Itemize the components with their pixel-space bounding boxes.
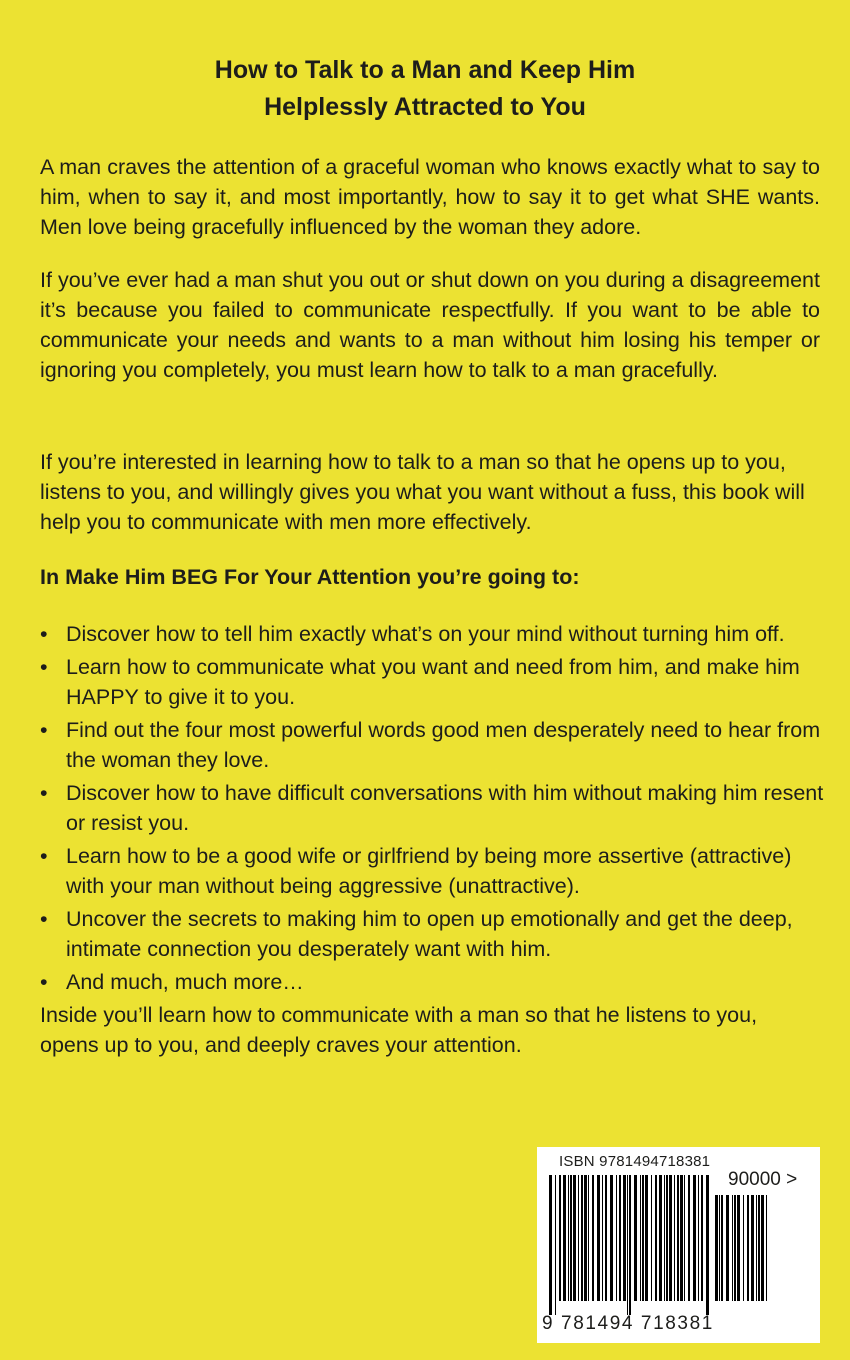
list-item (40, 715, 830, 775)
list-item (40, 778, 830, 838)
title-line-1: How to Talk to a Man and Keep Him (214, 56, 636, 84)
paragraph-intro: A man craves the attention of a graceful woman who knows exactly what to say to him, when to say it, and most importantly, how to say it to get what SHE wants. Men love being gracefully influenced by the woman they adore. (40, 155, 820, 239)
barcode-bar (701, 1175, 703, 1301)
barcode-bar (751, 1195, 754, 1301)
barcode-bar (605, 1175, 607, 1301)
barcode-bar (684, 1175, 685, 1301)
barcode-bar (726, 1195, 729, 1301)
list-item-text: Learn how to be a good wife or girlfriend by being more assertive (attractive) with your man without being aggressive (unattractive). (66, 844, 792, 898)
bullet-icon: • (40, 844, 48, 868)
barcode-bar (570, 1175, 572, 1301)
benefits-list (40, 619, 830, 1000)
paragraph-interest: If you’re interested in learning how to talk to a man so that he opens up to you, listens to you, and willingly gives you what you want without a fuss, this book will help you to communicate with men more effectively. (40, 450, 805, 534)
bullet-icon: • (40, 622, 48, 646)
barcode-bar (549, 1175, 552, 1315)
isbn-label: ISBN 9781494718381 (559, 1153, 711, 1170)
list-item (40, 619, 830, 649)
barcode-bar (568, 1175, 569, 1301)
paragraph-disagreement: If you’ve ever had a man shut you out or shut down on you during a disagreement it’s because you failed to communicate respectfully. If you want to be able to communicate your needs and wants to a man without him losing his temper or ignoring you completely, you must learn how to talk to a man gracefully. (40, 268, 820, 382)
barcode-bar (693, 1175, 696, 1301)
barcode-bar (669, 1175, 672, 1301)
list-item (40, 652, 830, 712)
barcode-bar (698, 1175, 699, 1301)
barcode-bar (651, 1175, 652, 1301)
list-item-text: Learn how to communicate what you want and need from him, and make him HAPPY to give it to you. (66, 655, 800, 709)
barcode-bar (747, 1195, 749, 1301)
barcode-bar (588, 1175, 589, 1301)
list-item-text: And much, much more… (66, 970, 304, 994)
barcode-bar (602, 1175, 603, 1301)
title-line-2: Helplessly Attracted to You (264, 93, 586, 121)
barcode-bar (655, 1175, 657, 1301)
barcode-bar (563, 1175, 566, 1301)
barcode-bar (559, 1175, 561, 1301)
isbn-digits: 9 781494 718381 (542, 1313, 714, 1334)
bullet-icon: • (40, 970, 48, 994)
barcode-bar (634, 1175, 637, 1301)
barcode-bar (706, 1175, 709, 1315)
barcode-bar (719, 1195, 720, 1301)
barcode-bar (573, 1175, 576, 1301)
list-item (40, 904, 830, 964)
price-code: 90000 > (728, 1169, 798, 1190)
bullet-icon: • (40, 907, 48, 931)
paragraph-closing: Inside you’ll learn how to communicate with a man so that he listens to you, opens up to you, and deeply craves your attention. (40, 1003, 758, 1057)
barcode-bar (659, 1175, 662, 1301)
barcode-bar (758, 1195, 760, 1301)
barcode-bar (721, 1195, 723, 1301)
barcode-bar (688, 1175, 690, 1301)
bullet-icon: • (40, 718, 48, 742)
barcode-bar (592, 1175, 594, 1301)
barcode-bar (664, 1175, 665, 1301)
barcode-bar (674, 1175, 675, 1301)
barcode-bar (761, 1195, 764, 1301)
list-heading: In Make Him BEG For Your Attention you’re going to: (40, 565, 580, 589)
list-item (40, 967, 830, 997)
barcode-bar (584, 1175, 587, 1301)
barcode-bar (734, 1195, 736, 1301)
barcode-bar (645, 1175, 648, 1301)
list-item-text: Discover how to tell him exactly what’s on your mind without turning him off. (66, 622, 785, 646)
barcode-bar (616, 1175, 617, 1301)
barcode-bar (743, 1195, 744, 1301)
barcode-bar (756, 1195, 757, 1301)
list-item-text: Discover how to have difficult conversations with him without making him resent or resist you. (66, 781, 824, 835)
barcode-bar (680, 1175, 683, 1301)
barcode-bar (732, 1195, 733, 1301)
barcode-bar (666, 1175, 668, 1301)
barcode-bar (619, 1175, 621, 1301)
barcode-bar (581, 1175, 583, 1301)
barcode-bar (597, 1175, 600, 1301)
list-item-text: Uncover the secrets to making him to open up emotionally and get the deep, intimate connection you desperately want with him. (66, 907, 793, 961)
list-item-text: Find out the four most powerful words good men desperately need to hear from the woman they love. (66, 718, 821, 772)
barcode-bars (549, 1175, 709, 1315)
barcode-bar (715, 1195, 718, 1301)
barcode-bar (629, 1175, 631, 1315)
barcode-bar (642, 1175, 644, 1301)
barcode-bar (623, 1175, 626, 1301)
bullet-icon: • (40, 655, 48, 679)
list-item (40, 841, 830, 901)
book-title (0, 52, 850, 126)
barcode-bar (627, 1175, 628, 1315)
addon-barcode-bars (715, 1195, 771, 1315)
bullet-icon: • (40, 781, 48, 805)
barcode-bar (578, 1175, 579, 1301)
barcode-bar (610, 1175, 613, 1301)
isbn-barcode (537, 1147, 820, 1343)
barcode-bar (555, 1175, 556, 1315)
barcode-bar (640, 1175, 641, 1301)
barcode-bar (737, 1195, 740, 1301)
barcode-bar (766, 1195, 767, 1301)
barcode-bar (677, 1175, 679, 1301)
